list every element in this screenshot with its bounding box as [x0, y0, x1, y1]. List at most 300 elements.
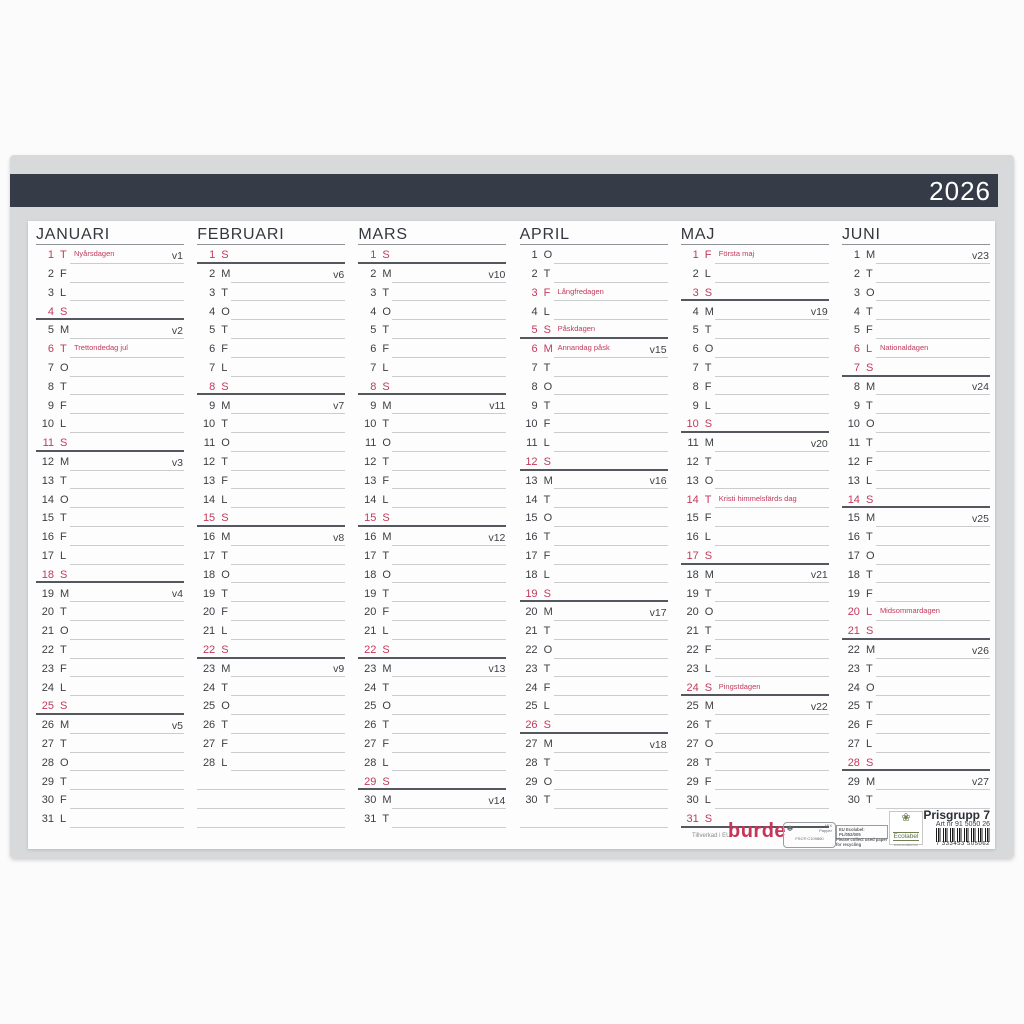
- weekday-letter: M: [60, 719, 70, 732]
- weekday-letter: L: [543, 700, 550, 713]
- day-row: [197, 527, 345, 546]
- fsc-paper-word: Papper: [819, 827, 832, 833]
- weekday-letter: M: [221, 268, 231, 281]
- month-column: [197, 225, 345, 828]
- day-row: [520, 659, 668, 678]
- day-number: 25: [202, 700, 216, 713]
- weekday-letter: T: [865, 305, 873, 318]
- day-number: 4: [853, 305, 860, 318]
- weekday-letter: L: [60, 286, 67, 299]
- day-number: 12: [686, 456, 699, 469]
- day-number: 14: [41, 493, 54, 506]
- fsc-tree-icon: ♣: [787, 823, 793, 833]
- day-row: [520, 395, 668, 414]
- day-row: [520, 790, 668, 809]
- weekday-letter: M: [704, 305, 714, 318]
- month-title: FEBRUARI: [197, 225, 345, 245]
- weekday-letter: T: [704, 625, 712, 638]
- weekday-letter: L: [865, 738, 873, 751]
- weekday-letter: F: [865, 324, 873, 337]
- day-number: 5: [692, 324, 699, 337]
- day-number: 8: [47, 380, 54, 393]
- weekday-letter: T: [865, 700, 873, 713]
- day-number: 8: [692, 380, 699, 393]
- weekday-letter: M: [382, 531, 392, 544]
- write-line: [70, 827, 184, 828]
- weekday-letter: S: [382, 644, 390, 657]
- weekday-letter: L: [704, 662, 711, 675]
- day-number: 29: [525, 775, 538, 788]
- holiday-label: Pingstdagen: [718, 681, 761, 691]
- day-row: [358, 320, 506, 339]
- weekday-letter: F: [543, 681, 551, 694]
- week-number: v19: [810, 306, 828, 319]
- weekday-letter: S: [382, 775, 390, 788]
- weekday-letter: M: [382, 662, 392, 675]
- day-row: [358, 452, 506, 471]
- week-number: v14: [488, 794, 506, 807]
- day-row: [358, 659, 506, 678]
- day-number: 11: [42, 437, 54, 450]
- weekday-letter: L: [543, 568, 550, 581]
- day-row: [681, 565, 829, 584]
- day-number: 19: [364, 587, 377, 600]
- weekday-letter: T: [865, 268, 873, 281]
- write-line: [392, 827, 506, 828]
- day-number: 20: [202, 606, 216, 619]
- day-number: 1: [853, 249, 860, 262]
- day-number: 27: [202, 738, 216, 751]
- weekday-letter: O: [382, 305, 391, 318]
- day-number: 6: [853, 343, 860, 356]
- weekday-letter: T: [382, 719, 390, 732]
- weekday-letter: L: [543, 305, 550, 318]
- day-row: [36, 677, 184, 696]
- day-row: [842, 508, 990, 527]
- holiday-label: Trettondedag jul: [74, 343, 128, 353]
- day-row: [842, 734, 990, 753]
- day-number: 1: [692, 249, 699, 262]
- day-row: [197, 715, 345, 734]
- weekday-letter: O: [60, 362, 69, 375]
- weekday-letter: F: [704, 380, 712, 393]
- week-number: v23: [972, 249, 989, 262]
- day-row: [36, 696, 184, 715]
- day-number: 16: [686, 531, 699, 544]
- weekday-letter: T: [865, 437, 873, 450]
- weekday-letter: T: [704, 456, 712, 469]
- day-row: [681, 283, 829, 302]
- write-line: [520, 827, 668, 828]
- eu-ecolabel-ref: EU Ecolabel: PL/052/005: [836, 825, 888, 839]
- day-number: 4: [209, 305, 216, 318]
- day-row: [36, 358, 184, 377]
- day-row: [520, 414, 668, 433]
- week-number: v27: [972, 776, 989, 789]
- day-row: [197, 602, 345, 621]
- day-row: [358, 414, 506, 433]
- day-number: 19: [202, 587, 216, 600]
- day-number: 29: [364, 775, 377, 788]
- weekday-letter: S: [60, 700, 68, 713]
- week-number: v24: [972, 381, 989, 394]
- day-row: [358, 771, 506, 790]
- day-number: 27: [686, 738, 699, 751]
- day-number: 24: [202, 681, 216, 694]
- blank-row: [197, 771, 345, 790]
- day-row: [358, 489, 506, 508]
- day-row: [36, 527, 184, 546]
- day-row: [36, 320, 184, 339]
- day-number: 5: [531, 324, 538, 337]
- weekday-letter: L: [704, 399, 711, 412]
- day-number: 31: [686, 813, 699, 826]
- weekday-letter: O: [221, 305, 230, 318]
- day-number: 15: [202, 512, 216, 525]
- day-number: 11: [848, 437, 860, 450]
- weekday-letter: S: [382, 249, 390, 262]
- day-row: [358, 358, 506, 377]
- day-number: 5: [209, 324, 216, 337]
- day-row: [520, 339, 668, 358]
- month-title: MAJ: [681, 225, 829, 245]
- day-row: [197, 489, 345, 508]
- weekday-letter: L: [382, 756, 389, 769]
- day-row: [681, 377, 829, 396]
- weekday-letter: M: [543, 738, 553, 751]
- day-number: 8: [209, 380, 216, 393]
- day-number: 18: [525, 568, 538, 581]
- barcode: [936, 828, 990, 842]
- day-number: 2: [209, 268, 216, 281]
- day-number: 14: [847, 493, 860, 506]
- day-row: [358, 471, 506, 490]
- weekday-letter: F: [221, 738, 228, 751]
- day-row: [842, 565, 990, 584]
- day-number: 17: [41, 550, 54, 563]
- weekday-letter: F: [543, 418, 551, 431]
- day-number: 26: [364, 719, 377, 732]
- day-number: 25: [686, 700, 699, 713]
- day-row: [36, 583, 184, 602]
- day-row: [842, 790, 990, 809]
- day-number: 14: [525, 493, 538, 506]
- week-number: v20: [810, 437, 828, 450]
- day-row: [681, 527, 829, 546]
- day-number: 27: [847, 738, 860, 751]
- day-number: 24: [41, 681, 54, 694]
- day-row: [681, 734, 829, 753]
- day-row: [197, 264, 345, 283]
- day-number: 7: [370, 362, 377, 375]
- day-row: [681, 659, 829, 678]
- weekday-letter: M: [221, 662, 231, 675]
- day-number: 24: [686, 681, 699, 694]
- day-row: [520, 452, 668, 471]
- day-row: [36, 377, 184, 396]
- day-row: [520, 771, 668, 790]
- day-row: [681, 753, 829, 772]
- weekday-letter: T: [704, 756, 712, 769]
- day-row: [681, 696, 829, 715]
- week-number: v3: [171, 456, 183, 469]
- day-number: 3: [853, 286, 860, 299]
- day-row: [681, 433, 829, 452]
- weekday-letter: T: [60, 343, 67, 356]
- fsc-top: [787, 824, 832, 834]
- week-number: v10: [488, 268, 506, 281]
- weekday-letter: L: [382, 362, 389, 375]
- day-number: 24: [525, 681, 538, 694]
- weekday-letter: M: [865, 512, 876, 525]
- day-number: 28: [202, 756, 216, 769]
- month-column: [36, 225, 184, 828]
- ecolabel-word: Ecolabel: [893, 833, 919, 840]
- week-number: v17: [649, 606, 667, 619]
- weekday-letter: M: [543, 343, 553, 356]
- day-number: 11: [203, 437, 216, 450]
- day-row: [197, 621, 345, 640]
- weekday-letter: F: [221, 343, 228, 356]
- week-number: v11: [489, 400, 506, 413]
- weekday-letter: L: [704, 268, 711, 281]
- day-number: 12: [364, 456, 377, 469]
- day-row: [197, 452, 345, 471]
- weekday-letter: O: [704, 606, 714, 619]
- day-row: [36, 283, 184, 302]
- day-number: 6: [209, 343, 216, 356]
- day-number: 10: [202, 418, 216, 431]
- day-row: [197, 640, 345, 659]
- weekday-letter: F: [221, 474, 228, 487]
- day-row: [842, 677, 990, 696]
- week-number: v6: [333, 268, 345, 281]
- weekday-letter: O: [221, 700, 230, 713]
- day-row: [36, 414, 184, 433]
- weekday-letter: T: [543, 362, 551, 375]
- day-row: [36, 395, 184, 414]
- day-row: [197, 546, 345, 565]
- weekday-letter: T: [704, 362, 712, 375]
- weekday-letter: S: [704, 550, 713, 563]
- day-number: 6: [47, 343, 54, 356]
- weekday-letter: O: [221, 437, 230, 450]
- weekday-letter: S: [865, 493, 874, 506]
- article-number: Art nr 91 5050 26: [935, 821, 990, 828]
- brand-logo: burde: [728, 820, 787, 842]
- day-row: [681, 790, 829, 809]
- day-number: 1: [531, 249, 538, 262]
- day-number: 9: [209, 399, 216, 412]
- day-row: [842, 377, 990, 396]
- day-number: 5: [370, 324, 377, 337]
- day-row: [520, 677, 668, 696]
- weekday-letter: M: [543, 606, 553, 619]
- weekday-letter: S: [221, 644, 229, 657]
- weekday-letter: T: [382, 286, 390, 299]
- weekday-letter: L: [382, 493, 389, 506]
- weekday-letter: O: [60, 756, 69, 769]
- day-number: 24: [847, 681, 860, 694]
- day-row: [681, 414, 829, 433]
- day-number: 3: [370, 286, 377, 299]
- day-number: 9: [692, 399, 699, 412]
- day-row: [197, 433, 345, 452]
- day-row: [36, 734, 184, 753]
- day-row: [842, 245, 990, 264]
- weekday-letter: T: [60, 775, 67, 788]
- day-number: 22: [686, 644, 699, 657]
- day-row: [358, 621, 506, 640]
- day-row: [520, 245, 668, 264]
- day-number: 4: [47, 305, 54, 318]
- weekday-letter: O: [865, 681, 875, 694]
- day-row: [681, 583, 829, 602]
- day-row: [358, 809, 506, 828]
- day-row: [36, 659, 184, 678]
- day-number: 28: [847, 756, 860, 769]
- week-number: v8: [333, 531, 345, 544]
- weekday-letter: T: [60, 474, 67, 487]
- weekday-letter: S: [60, 437, 68, 450]
- week-number: v4: [171, 588, 183, 601]
- day-row: [681, 640, 829, 659]
- weekday-letter: O: [221, 568, 230, 581]
- weekday-letter: F: [382, 606, 390, 619]
- weekday-letter: O: [60, 493, 69, 506]
- weekday-letter: T: [704, 719, 712, 732]
- day-number: 13: [847, 474, 860, 487]
- day-number: 23: [847, 662, 860, 675]
- day-number: 8: [531, 380, 538, 393]
- weekday-letter: T: [543, 531, 551, 544]
- day-row: [358, 640, 506, 659]
- week-number: v12: [488, 531, 506, 544]
- day-number: 30: [686, 794, 699, 807]
- day-row: [520, 358, 668, 377]
- weekday-letter: S: [704, 681, 713, 694]
- made-in-label: Tillverkad i EU: [692, 833, 731, 839]
- day-number: 21: [364, 625, 377, 638]
- day-row: [197, 358, 345, 377]
- day-number: 15: [364, 512, 377, 525]
- day-number: 30: [525, 794, 538, 807]
- day-number: 12: [525, 456, 538, 469]
- day-number: 13: [41, 474, 54, 487]
- month-title: MARS: [358, 225, 506, 245]
- day-row: [358, 546, 506, 565]
- day-row: [36, 264, 184, 283]
- day-row: [520, 377, 668, 396]
- weekday-letter: O: [865, 418, 875, 431]
- day-number: 6: [692, 343, 699, 356]
- day-number: 2: [853, 268, 860, 281]
- day-number: 24: [364, 681, 377, 694]
- weekday-letter: T: [60, 644, 67, 657]
- weekday-letter: L: [60, 550, 67, 563]
- day-number: 22: [847, 644, 860, 657]
- day-row: [842, 753, 990, 772]
- day-row: [842, 414, 990, 433]
- weekday-letter: O: [704, 738, 714, 751]
- weekday-letter: F: [382, 343, 390, 356]
- day-row: [197, 583, 345, 602]
- day-number: 13: [686, 474, 699, 487]
- day-row: [358, 565, 506, 584]
- weekday-letter: L: [704, 794, 711, 807]
- day-row: [358, 696, 506, 715]
- calendar-page: [28, 221, 995, 849]
- day-row: [520, 283, 668, 302]
- day-row: [842, 452, 990, 471]
- day-row: [197, 696, 345, 715]
- week-number: v18: [649, 738, 667, 751]
- day-row: [681, 621, 829, 640]
- holiday-label: Första maj: [718, 249, 755, 259]
- weekday-letter: L: [865, 474, 873, 487]
- weekday-letter: M: [865, 644, 876, 657]
- fsc-label: [783, 822, 836, 848]
- day-row: [842, 696, 990, 715]
- week-number: v21: [810, 569, 828, 582]
- weekday-letter: M: [543, 474, 553, 487]
- weekday-letter: F: [543, 550, 551, 563]
- day-row: [520, 301, 668, 320]
- day-row: [197, 659, 345, 678]
- day-number: 30: [847, 794, 860, 807]
- day-number: 21: [202, 625, 216, 638]
- weekday-letter: M: [865, 249, 876, 262]
- day-row: [36, 602, 184, 621]
- weekday-letter: O: [704, 343, 714, 356]
- day-number: 7: [47, 362, 54, 375]
- day-row: [520, 546, 668, 565]
- holiday-label: Annandag påsk: [557, 343, 610, 353]
- weekday-letter: O: [543, 775, 553, 788]
- week-number: v26: [972, 644, 989, 657]
- weekday-letter: O: [865, 286, 875, 299]
- weekday-letter: T: [865, 399, 873, 412]
- day-number: 23: [202, 662, 216, 675]
- weekday-letter: T: [60, 249, 67, 262]
- ecolabel-flower-icon: ❀: [901, 812, 911, 824]
- day-row: [842, 471, 990, 490]
- month-column: [842, 225, 990, 828]
- day-row: [197, 339, 345, 358]
- day-row: [358, 602, 506, 621]
- day-row: [358, 734, 506, 753]
- day-number: 19: [847, 587, 860, 600]
- day-number: 29: [686, 775, 699, 788]
- day-number: 18: [847, 568, 860, 581]
- day-number: 22: [364, 644, 377, 657]
- day-row: [520, 565, 668, 584]
- day-number: 15: [41, 512, 54, 525]
- day-row: [197, 508, 345, 527]
- weekday-letter: T: [865, 662, 873, 675]
- weekday-letter: M: [382, 268, 392, 281]
- day-row: [358, 715, 506, 734]
- day-row: [681, 602, 829, 621]
- day-row: [681, 339, 829, 358]
- day-row: [36, 546, 184, 565]
- weekday-letter: M: [704, 437, 714, 450]
- day-row: [520, 489, 668, 508]
- weekday-letter: S: [543, 719, 551, 732]
- weekday-letter: T: [543, 399, 551, 412]
- day-row: [197, 245, 345, 264]
- weekday-letter: T: [543, 625, 551, 638]
